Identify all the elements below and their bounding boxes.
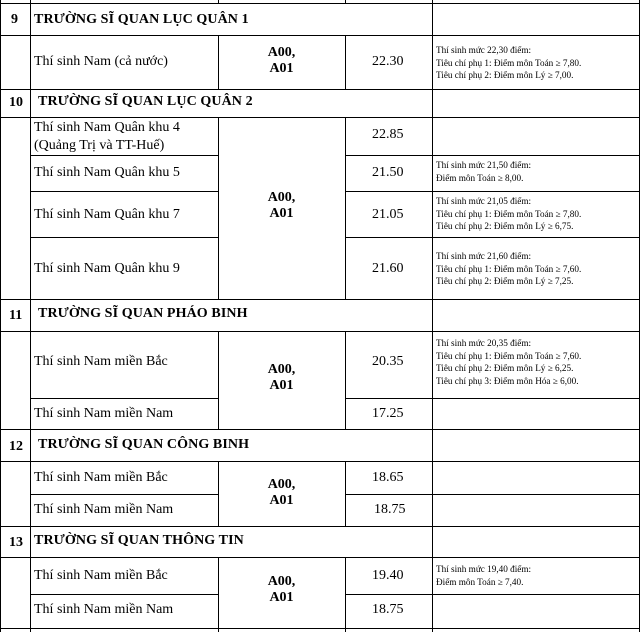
note-line: Thí sinh mức 19,40 điểm: — [436, 564, 532, 574]
note-line: Tiêu chí phụ 3: Điểm môn Hóa ≥ 6,00. — [436, 375, 579, 386]
subject-combo — [218, 477, 345, 509]
tiebreak-note — [436, 44, 581, 82]
note-line: Tiêu chí phụ 2: Điểm môn Lý ≥ 6,25. — [436, 363, 574, 373]
candidate-group: Thí sinh Nam miền Bắc — [34, 354, 168, 369]
col-border — [0, 0, 1, 632]
admission-score: 18.75 — [372, 602, 404, 617]
row-border — [30, 594, 218, 595]
col-border — [345, 117, 346, 299]
combo-line: A01 — [269, 378, 294, 393]
note-line: Tiêu chí phụ 2: Điểm môn Lý ≥ 7,00. — [436, 70, 574, 80]
note-line: Tiêu chí phụ 2: Điểm môn Lý ≥ 6,75. — [436, 221, 574, 231]
subject-combo — [218, 362, 345, 394]
combo-line: A01 — [269, 61, 294, 76]
note-line: Tiêu chí phụ 2: Điểm môn Lý ≥ 7,25. — [436, 276, 574, 286]
candidate-line: Thí sinh Nam Quân khu 4 — [34, 120, 180, 135]
candidate-group: Thí sinh Nam Quân khu 9 — [34, 261, 180, 276]
note-line: Thí sinh mức 22,30 điểm: — [436, 45, 532, 55]
admission-score: 20.35 — [372, 354, 404, 369]
note-line: Điểm môn Toán ≥ 7,40. — [436, 576, 524, 587]
tiebreak-note — [436, 159, 531, 184]
tiebreak-note — [436, 337, 581, 387]
row-border — [0, 628, 640, 629]
row-border — [0, 3, 640, 4]
candidate-group: Thí sinh Nam miền Nam — [34, 602, 174, 617]
school-name: TRƯỜNG SĨ QUAN THÔNG TIN — [34, 533, 244, 548]
admission-score: 22.30 — [372, 54, 404, 69]
row-number: 11 — [9, 308, 23, 323]
candidate-group: Thí sinh Nam miền Nam — [34, 406, 174, 421]
candidate-group: Thí sinh Nam Quân khu 5 — [34, 165, 180, 180]
row-border — [345, 398, 640, 399]
tiebreak-note — [436, 195, 581, 233]
combo-line: A01 — [269, 206, 294, 221]
combo-line: A01 — [269, 590, 294, 605]
combo-line: A01 — [269, 493, 294, 508]
candidate-group: Thí sinh Nam miền Bắc — [34, 470, 168, 485]
row-border — [0, 429, 640, 430]
combo-line: A00, — [267, 574, 296, 589]
row-border — [345, 237, 640, 238]
row-border — [30, 398, 218, 399]
row-border — [0, 89, 640, 90]
row-number: 12 — [9, 439, 23, 454]
col-border — [218, 0, 219, 3]
note-line: Thí sinh mức 21,05 điểm: — [436, 196, 532, 206]
candidate-line: (Quảng Trị và TT-Huế) — [34, 138, 165, 153]
subject-combo — [218, 45, 345, 77]
admission-score: 18.65 — [372, 470, 404, 485]
admission-score: 18.75 — [374, 502, 406, 517]
admission-score: 21.05 — [372, 207, 404, 222]
row-number: 13 — [9, 535, 23, 550]
tiebreak-note — [436, 563, 531, 588]
col-border — [345, 0, 346, 3]
admission-score: 22.85 — [372, 127, 404, 142]
note-line: Tiêu chí phụ 1: Điểm môn Toán ≥ 7,80. — [436, 57, 582, 68]
candidate-group: Thí sinh Nam (cả nước) — [34, 54, 168, 69]
row-border — [0, 117, 640, 118]
combo-line: A00, — [267, 190, 296, 205]
col-border — [30, 0, 31, 632]
subject-combo — [218, 190, 345, 222]
combo-line: A00, — [267, 45, 296, 60]
row-border — [30, 494, 218, 495]
col-border — [432, 0, 433, 632]
col-border — [345, 557, 346, 632]
note-line: Thí sinh mức 21,60 điểm: — [436, 251, 532, 261]
row-border — [345, 494, 640, 495]
col-border — [345, 331, 346, 429]
note-line: Điểm môn Toán ≥ 8,00. — [436, 172, 524, 183]
subject-combo — [218, 574, 345, 606]
school-name: TRƯỜNG SĨ QUAN LỤC QUÂN 2 — [38, 94, 253, 109]
admission-score: 21.60 — [372, 261, 404, 276]
admission-score: 19.40 — [372, 568, 404, 583]
admission-score: 21.50 — [372, 165, 404, 180]
row-border — [0, 557, 640, 558]
row-border — [0, 331, 640, 332]
note-line: Tiêu chí phụ 1: Điểm môn Toán ≥ 7,60. — [436, 263, 582, 274]
row-border — [0, 526, 640, 527]
candidate-group: Thí sinh Nam miền Nam — [34, 502, 174, 517]
candidate-group: Thí sinh Nam Quân khu 7 — [34, 207, 180, 222]
tiebreak-note — [436, 250, 581, 288]
combo-line: A00, — [267, 477, 296, 492]
row-border — [345, 594, 640, 595]
row-border — [0, 461, 640, 462]
combo-line: A00, — [267, 362, 296, 377]
note-line: Thí sinh mức 20,35 điểm: — [436, 338, 532, 348]
admission-score: 17.25 — [372, 406, 404, 421]
row-number: 10 — [9, 95, 23, 110]
row-border — [30, 155, 218, 156]
note-line: Tiêu chí phụ 1: Điểm môn Toán ≥ 7,60. — [436, 350, 582, 361]
col-border — [345, 461, 346, 526]
candidate-group — [34, 119, 180, 155]
row-border — [0, 299, 640, 300]
row-border — [30, 237, 218, 238]
note-line: Thí sinh mức 21,50 điểm: — [436, 160, 532, 170]
school-name: TRƯỜNG SĨ QUAN CÔNG BINH — [38, 437, 250, 452]
row-border — [0, 35, 640, 36]
col-border — [345, 35, 346, 89]
school-name: TRƯỜNG SĨ QUAN LỤC QUÂN 1 — [34, 12, 249, 27]
row-number: 9 — [11, 12, 18, 27]
row-border — [30, 191, 218, 192]
note-line: Tiêu chí phụ 1: Điểm môn Toán ≥ 7,80. — [436, 208, 582, 219]
candidate-group: Thí sinh Nam miền Bắc — [34, 568, 168, 583]
row-border — [345, 155, 640, 156]
school-name: TRƯỜNG SĨ QUAN PHÁO BINH — [38, 306, 248, 321]
row-border — [345, 191, 640, 192]
